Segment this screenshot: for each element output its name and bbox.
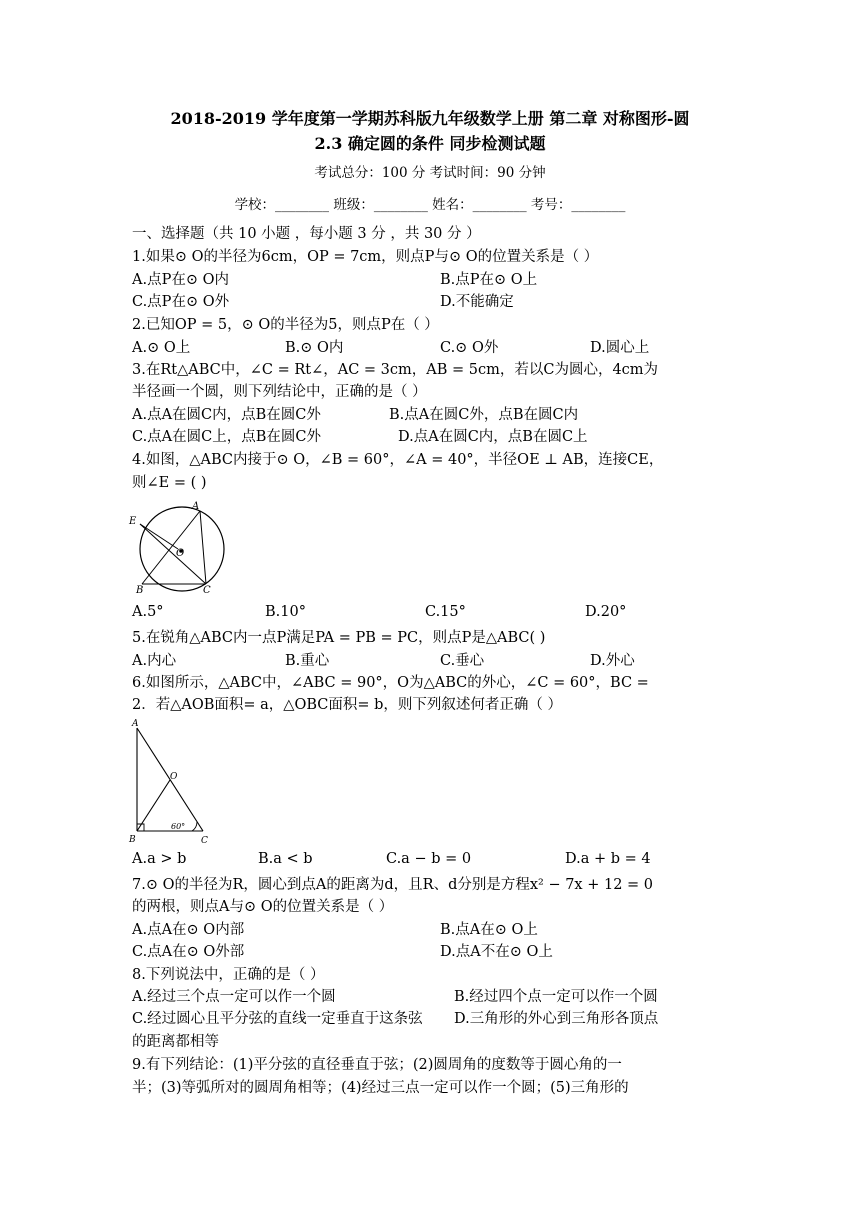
q5-option-a: A.内心 xyxy=(132,653,177,669)
question-6-text-2: 2．若△AOB面积= a，△OBC面积= b，则下列叙述何者正确（ ） xyxy=(132,697,562,713)
q4-option-c: C.15° xyxy=(425,604,466,620)
question-4-text-2: 则∠E = ( ) xyxy=(132,475,207,491)
fig6-label-o: O xyxy=(170,772,178,782)
q3-option-d: D.点A在圆C内，点B在圆C上 xyxy=(398,429,588,445)
figure-right-triangle xyxy=(128,716,213,848)
fig4-label-a: A xyxy=(192,501,200,512)
question-3-text-2: 半径画一个圆，则下列结论中，正确的是（ ） xyxy=(132,384,427,400)
question-1-text: 1.如果⊙ O的半径为6cm，OP = 7cm，则点P与⊙ O的位置关系是（ ） xyxy=(132,249,599,265)
question-2-text: 2.已知OP = 5，⊙ O的半径为5，则点P在（ ） xyxy=(132,317,439,333)
q1-option-d: D.不能确定 xyxy=(440,294,514,310)
question-3-text-1: 3.在Rt△ABC中，∠C = Rt∠，AC = 3cm，AB = 5cm，若以C为圆心，4cm为 xyxy=(132,362,659,378)
fig4-label-e: E xyxy=(129,516,137,527)
q2-option-b: B.⊙ O内 xyxy=(285,340,344,356)
q7-option-c: C.点A在⊙ O外部 xyxy=(132,944,245,960)
q4-option-d: D.20° xyxy=(585,604,627,620)
q2-option-d: D.圆心上 xyxy=(590,340,650,356)
q1-option-a: A.点P在⊙ O内 xyxy=(132,272,229,288)
question-4-text-1: 4.如图，△ABC内接于⊙ O，∠B = 60°，∠A = 40°，半径OE ⊥ AB，连接CE， xyxy=(132,452,664,468)
fig4-label-b: B xyxy=(136,585,144,596)
q8-option-d: D.三角形的外心到三角形各顶点 xyxy=(454,1011,659,1027)
q4-option-b: B.10° xyxy=(265,604,306,620)
q8-option-b: B.经过四个点一定可以作一个圆 xyxy=(454,989,658,1005)
question-5-text: 5.在锐角△ABC内一点P满足PA = PB = PC，则点P是△ABC( ) xyxy=(132,630,546,646)
q2-option-c: C.⊙ O外 xyxy=(440,340,499,356)
q8-option-c: C.经过圆心且平分弦的直线一定垂直于这条弦 xyxy=(132,1011,423,1027)
section-heading: 一、选择题（共 10 小题 ，每小题 3 分 ，共 30 分 ） xyxy=(132,226,481,242)
q5-option-d: D.外心 xyxy=(590,653,635,669)
fig4-label-c: C xyxy=(203,585,211,596)
q7-option-a: A.点A在⊙ O内部 xyxy=(132,922,245,938)
question-8-text: 8.下列说法中，正确的是（ ） xyxy=(132,967,325,983)
question-7-text-1: 7.⊙ O的半径为R，圆心到点A的距离为d，且R、d分别是方程x² − 7x + 12 = 0 xyxy=(132,877,654,893)
title-line-1: 2018-2019 学年度第一学期苏科版九年级数学上册 第二章 对称图形-圆 xyxy=(170,109,690,128)
q6-option-b: B.a < b xyxy=(258,851,313,867)
q7-option-d: D.点A不在⊙ O上 xyxy=(440,944,553,960)
question-9-text-2: 半；(3)等弧所对的圆周角相等；(4)经过三点一定可以作一个圆；(5)三角形的 xyxy=(132,1080,629,1096)
q1-option-b: B.点P在⊙ O上 xyxy=(440,272,538,288)
exam-info: 考试总分：100 分 考试时间：90 分钟 xyxy=(314,165,546,181)
q3-option-b: B.点A在圆C外，点B在圆C内 xyxy=(389,407,579,423)
q4-option-a: A.5° xyxy=(132,604,164,620)
fig6-label-b: B xyxy=(129,835,136,845)
q7-option-b: B.点A在⊙ O上 xyxy=(440,922,538,938)
fig6-label-a: A xyxy=(132,719,139,729)
figure-circle-triangle xyxy=(126,498,236,598)
question-9-text-1: 9.有下列结论：(1)平分弦的直径垂直于弦；(2)圆周角的度数等于圆心角的一 xyxy=(132,1057,622,1073)
title-line-2: 2.3 确定圆的条件 同步检测试题 xyxy=(314,134,546,153)
fig6-label-angle: 60° xyxy=(171,822,186,831)
question-7-text-2: 的两根，则点A与⊙ O的位置关系是（ ） xyxy=(132,899,394,915)
q6-option-d: D.a + b = 4 xyxy=(565,851,651,867)
q8-option-a: A.经过三个点一定可以作一个圆 xyxy=(132,989,336,1005)
student-info: 学校：________ 班级：________ 姓名：________ 考号：________ xyxy=(234,197,626,213)
q1-option-c: C.点P在⊙ O外 xyxy=(132,294,230,310)
q8-option-d-cont: 的距离都相等 xyxy=(132,1034,219,1050)
q3-option-c: C.点A在圆C上，点B在圆C外 xyxy=(132,429,322,445)
q2-option-a: A.⊙ O上 xyxy=(132,340,191,356)
q5-option-b: B.重心 xyxy=(285,653,330,669)
fig4-label-o: O xyxy=(176,548,185,559)
q6-option-a: A.a > b xyxy=(132,851,187,867)
fig6-label-c: C xyxy=(201,836,208,846)
q3-option-a: A.点A在圆C内，点B在圆C外 xyxy=(132,407,321,423)
q5-option-c: C.垂心 xyxy=(440,653,485,669)
q6-option-c: C.a − b = 0 xyxy=(386,851,472,867)
question-6-text-1: 6.如图所示，△ABC中，∠ABC = 90°，O为△ABC的外心，∠C = 60°，BC = xyxy=(132,675,649,691)
